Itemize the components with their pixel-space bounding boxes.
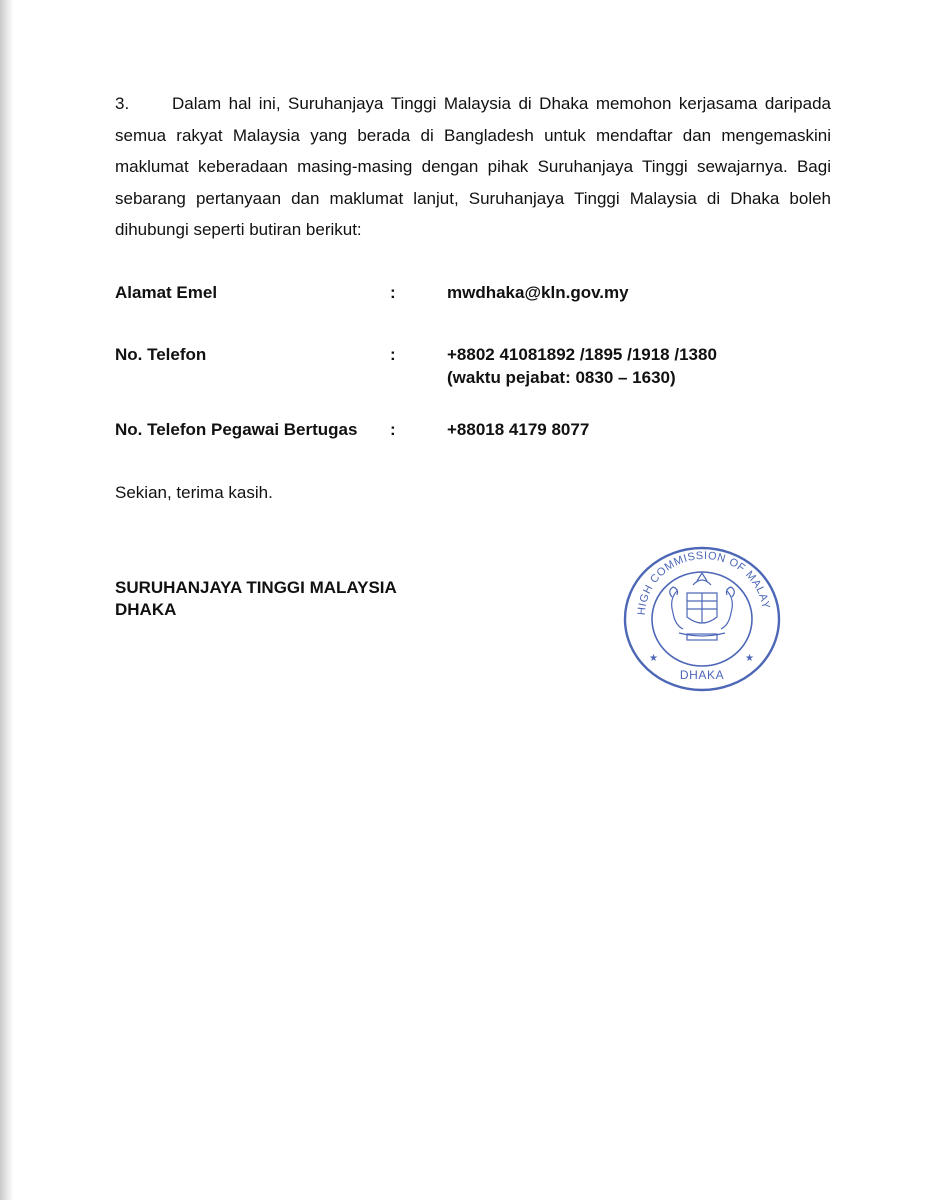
contact-label-phone: No. Telefon xyxy=(115,345,207,364)
official-seal-stamp xyxy=(617,533,785,695)
coat-of-arms-icon xyxy=(670,573,735,640)
svg-text:★: ★ xyxy=(745,653,754,664)
contact-colon: : xyxy=(390,345,396,364)
contact-colon: : xyxy=(390,283,396,302)
sender-block xyxy=(115,577,397,621)
star-icon xyxy=(649,653,754,664)
contact-label-duty-officer: No. Telefon Pegawai Bertugas xyxy=(115,420,358,439)
page-edge-shadow xyxy=(0,0,14,1200)
contact-value-email: mwdhaka@kln.gov.my xyxy=(447,283,629,302)
contact-colon: : xyxy=(390,420,396,439)
contact-label-email: Alamat Emel xyxy=(115,283,218,302)
contact-note-office-hours: (waktu pejabat: 0830 – 1630) xyxy=(447,368,676,387)
paragraph-text: Dalam hal ini, Suruhanjaya Tinggi Malaysia di Dhaka memohon kerjasama daripada semua rakyat Malaysia yang berada di Bangladesh untuk mendaftar dan mengemaskini maklumat keberadaan masing-masing dengan pihak Suruhanjaya Tinggi sewajarnya. Bagi sebarang pertanyaan dan maklumat lanjut, Suruhanjaya Tinggi Malaysia di Dhaka boleh dihubungi seperti butiran berikut: xyxy=(115,94,831,239)
contact-value-duty-officer: +88018 4179 8077 xyxy=(447,420,590,439)
svg-text:★: ★ xyxy=(649,653,658,664)
paragraph-3 xyxy=(115,88,831,246)
stamp-bottom-text: DHAKA xyxy=(679,668,725,682)
paragraph-number: 3. xyxy=(115,94,130,113)
closing-text: Sekian, terima kasih. xyxy=(115,483,273,502)
contact-value-phone: +8802 41081892 /1895 /1918 /1380 xyxy=(447,345,717,364)
sender-name: SURUHANJAYA TINGGI MALAYSIA xyxy=(115,578,397,597)
stamp-top-text: HIGH COMMISSION OF MALAY xyxy=(635,549,772,616)
sender-city: DHAKA xyxy=(115,600,177,619)
